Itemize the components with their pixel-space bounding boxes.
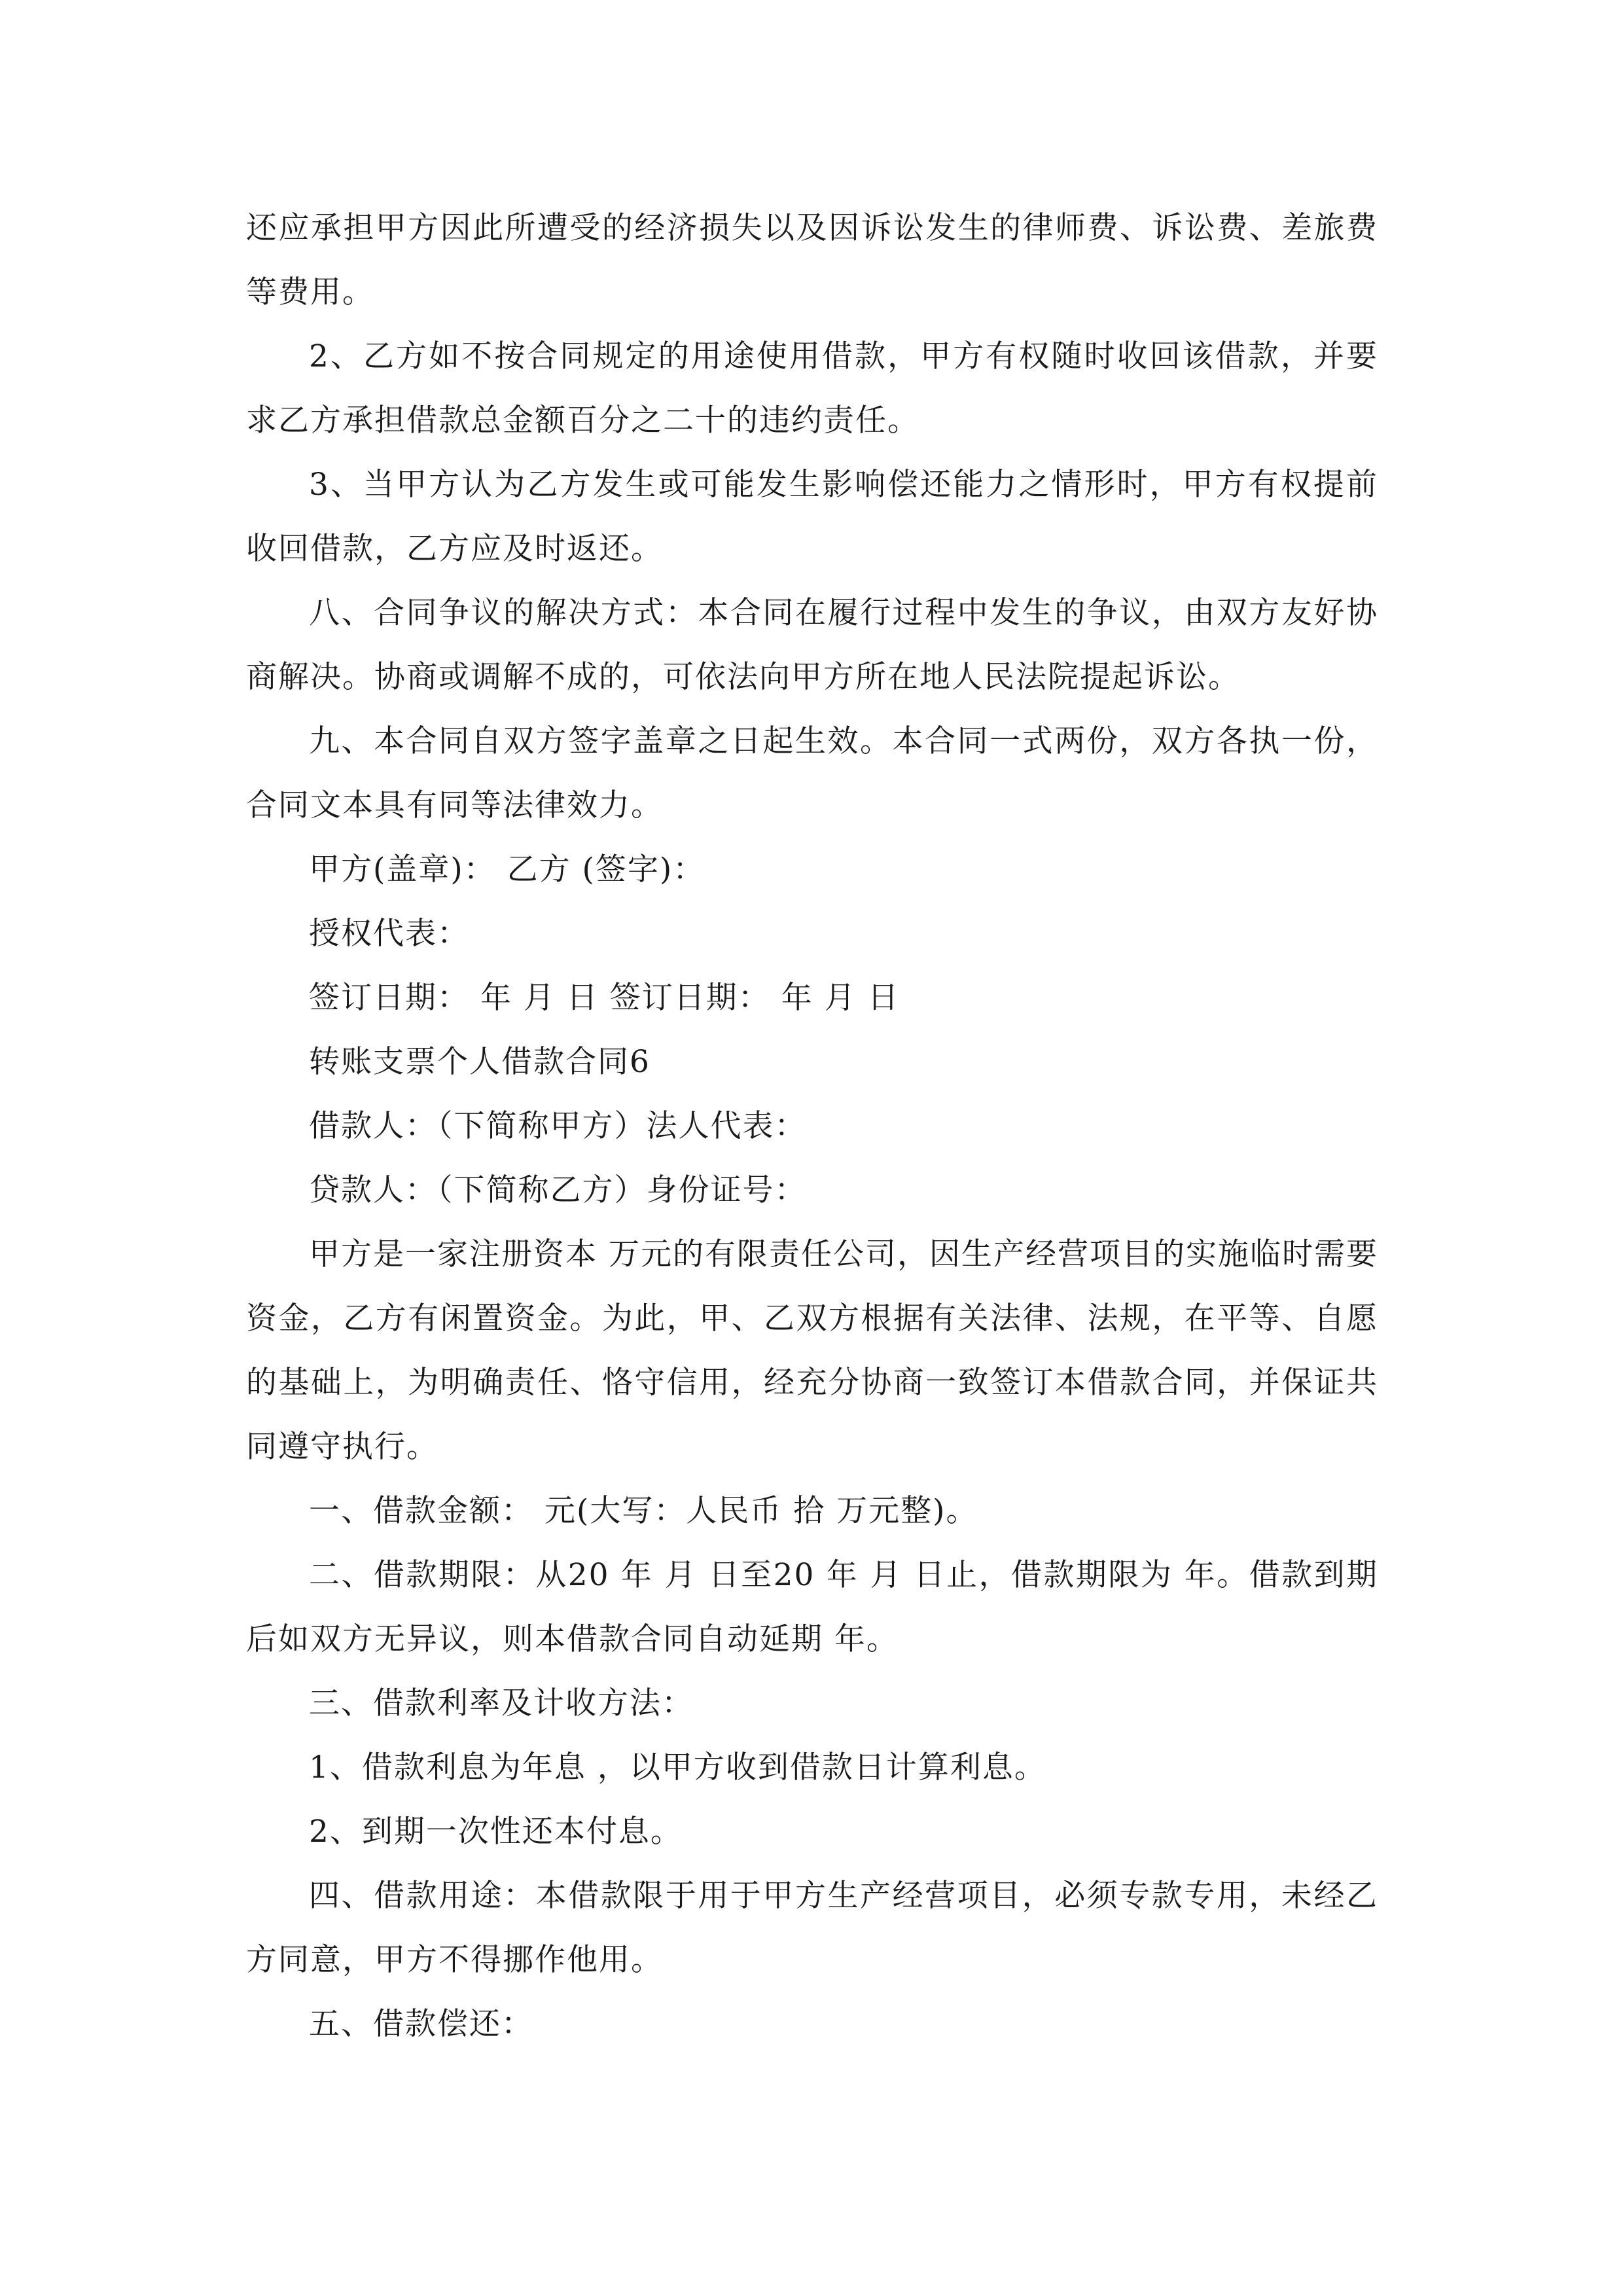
clause-3-early-recall: 3、当甲方认为乙方发生或可能发生影响偿还能力之情形时，甲方有权提前收回借款，乙方应及时返还。 — [246, 467, 1378, 567]
article-5-repayment: 五、借款偿还： — [309, 2006, 533, 2042]
document-body — [246, 196, 1378, 2056]
article-3-interest: 三、借款利率及计收方法： — [309, 1685, 694, 1721]
article-2-term: 二、借款期限：从20 年 月 日至20 年 月 日止，借款期限为 年。借款到期后如双方无异议，则本借款合同自动延期 年。 — [246, 1557, 1378, 1657]
signature-parties: 甲方(盖章)： 乙方 (签字)： — [309, 852, 705, 888]
article-9-effective: 九、本合同自双方签字盖章之日起生效。本合同一式两份，双方各执一份，合同文本具有同等法律效力。 — [246, 723, 1378, 823]
signing-dates: 签订日期： 年 月 日 签订日期： 年 月 日 — [309, 980, 900, 1016]
interest-item-1: 1、借款利息为年息 ，以甲方收到借款日计算利息。 — [309, 1749, 1046, 1785]
authorized-representative: 授权代表： — [309, 916, 469, 952]
lender-line: 贷款人：（下简称乙方）身份证号： — [309, 1172, 807, 1208]
borrower-line: 借款人：（下简称甲方）法人代表： — [309, 1108, 807, 1144]
article-4-purpose: 四、借款用途：本借款限于用于甲方生产经营项目，必须专款专用，未经乙方同意，甲方不得挪作他用。 — [246, 1878, 1378, 1978]
preamble: 甲方是一家注册资本 万元的有限责任公司，因生产经营项目的实施临时需要资金，乙方有闲置资金。为此，甲、乙双方根据有关法律、法规，在平等、自愿的基础上，为明确责任、恪守信用，经充分协商一致签订本借款合同，并保证共同遵守执行。 — [246, 1236, 1378, 1465]
paragraph-continuation: 还应承担甲方因此所遭受的经济损失以及因诉讼发生的律师费、诉讼费、差旅费等费用。 — [246, 210, 1378, 310]
interest-item-2: 2、到期一次性还本付息。 — [309, 1814, 683, 1850]
article-1-amount: 一、借款金额： 元(大写：人民币 拾 万元整)。 — [309, 1493, 978, 1529]
clause-2-misuse: 2、乙方如不按合同规定的用途使用借款，甲方有权随时收回该借款，并要求乙方承担借款总金额百分之二十的违约责任。 — [246, 338, 1378, 439]
contract-6-title: 转账支票个人借款合同6 — [309, 1044, 651, 1080]
article-8-dispute: 八、合同争议的解决方式：本合同在履行过程中发生的争议，由双方友好协商解决。协商或调解不成的，可依法向甲方所在地人民法院提起诉讼。 — [246, 595, 1378, 695]
